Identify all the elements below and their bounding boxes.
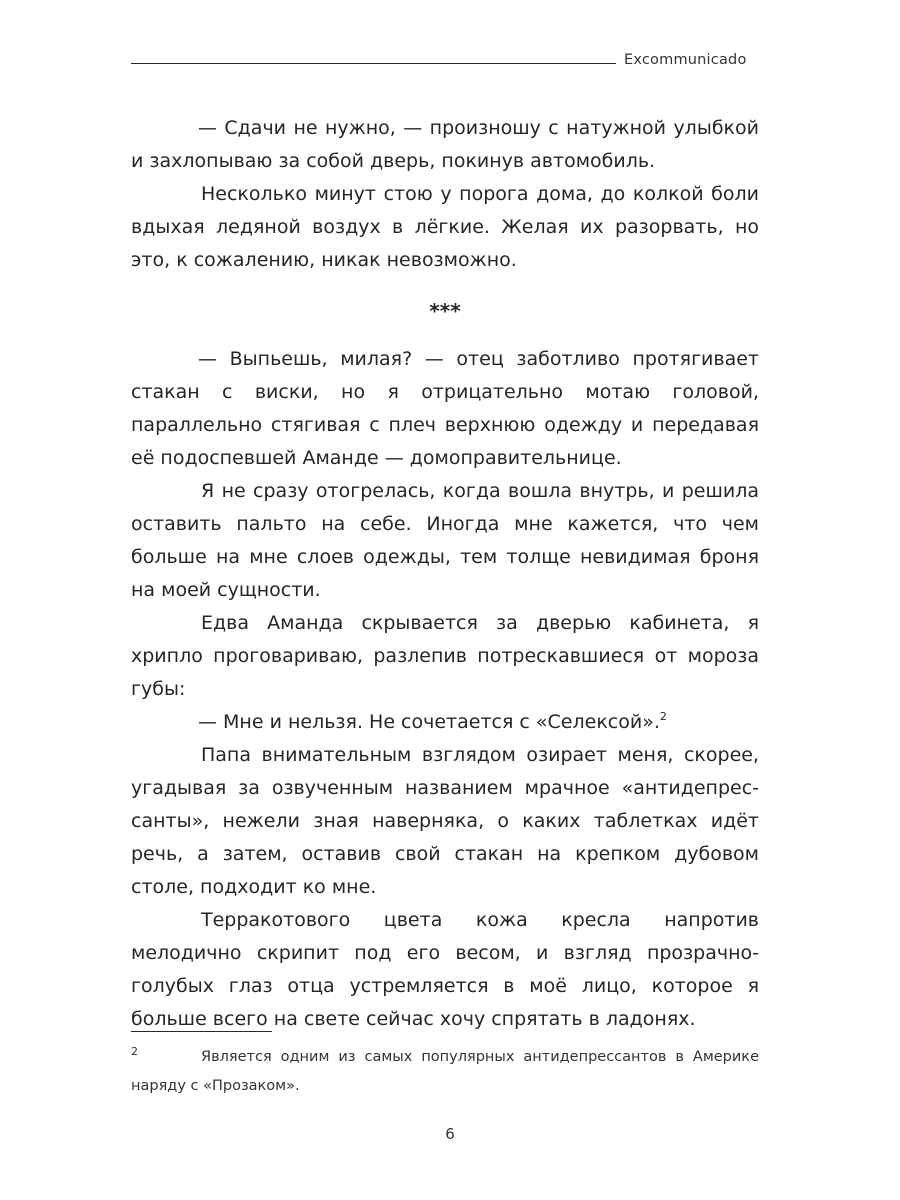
section-break: *** <box>429 299 461 323</box>
footnote-number: 2 <box>131 1045 138 1058</box>
paragraph: Несколько минут стою у порога дома, до колкой боли вдыхая ледяной воздух в лёгкие. Желая их разорвать, но это, к сожалению, никак невозможно. <box>131 183 759 271</box>
footnote-text: Является одним из самых популярных антидепрессантов в Америке наряду с «Прозаком». <box>131 1049 759 1094</box>
paragraph: — Выпьешь, милая? — отец заботливо протягивает стакан с виски, но я отрицательно мотаю головой, параллельно стягивая с плеч верхнюю одежду и передавая её подоспевшей Аманде — домоправительнице. <box>131 348 759 469</box>
paragraph: Я не сразу отогрелась, когда вошла внутрь, и решила оставить пальто на себе. Иногда мне кажется, что чем больше на мне слоев одежды, тем толще невидимая броня на моей сущности. <box>131 480 759 601</box>
page-number: 6 <box>445 1125 455 1143</box>
footnote-reference[interactable]: 2 <box>659 710 667 723</box>
running-title: Excommunicado <box>624 52 747 68</box>
dialogue-text: — Мне и нельзя. Не сочетается с «Селексой». <box>198 711 660 733</box>
body-text <box>131 112 759 1036</box>
paragraph: — Сдачи не нужно, — произношу с натужной улыбкой и захлопываю за собой дверь, покинув автомобиль. <box>131 117 759 172</box>
header-rule <box>131 63 616 64</box>
paragraph: Папа внимательным взглядом озирает меня, скорее, угадывая за озвученным названием мрачное «антидепрессанты», нежели зная наверняка, о каких таблетках идёт речь, а затем, оставив свой стакан на крепком дубовом столе, подходит ко мне. <box>131 744 759 898</box>
paragraph: Терракотового цвета кожа кресла напротив мелодично скрипит под его весом, и взгляд прозрачно-голубых глаз отца устремляется в моё лицо, которое я больше всего на свете сейчас хочу спрятать в ладонях. <box>131 909 759 1030</box>
paragraph: Едва Аманда скрывается за дверью кабинета, я хрипло проговариваю, разлепив потрескавшиеся от мороза губы: <box>131 612 759 700</box>
footnote-rule <box>131 1031 272 1032</box>
paragraph-with-footnote <box>131 706 759 739</box>
footnote <box>131 1043 759 1101</box>
